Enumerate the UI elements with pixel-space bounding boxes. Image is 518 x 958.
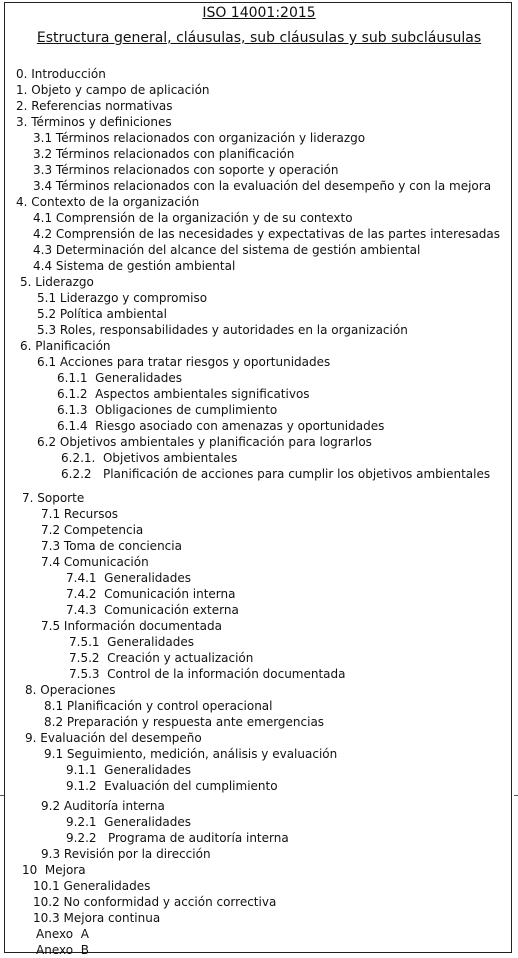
toc-line: Anexo A: [36, 927, 89, 941]
toc-line: 7.5.2 Creación y actualización: [69, 651, 254, 665]
toc-line: 7.4.2 Comunicación interna: [66, 587, 236, 601]
toc-line: 4. Contexto de la organización: [16, 195, 200, 209]
toc-line: 6.1.3 Obligaciones de cumplimiento: [57, 403, 278, 417]
toc-line: 6.1.4 Riesgo asociado con amenazas y oportunidades: [57, 419, 385, 433]
toc-line: 9.1 Seguimiento, medición, análisis y evaluación: [44, 747, 338, 761]
document-title: ISO 14001:2015: [202, 5, 316, 21]
toc-line: 7.4.3 Comunicación externa: [66, 603, 239, 617]
toc-line: 3.1 Términos relacionados con organización y liderazgo: [33, 131, 366, 145]
document-subtitle: Estructura general, cláusulas, sub cláusulas y sub subcláusulas: [36, 30, 482, 46]
toc-line: 2. Referencias normativas: [16, 99, 173, 113]
toc-line: 0. Introducción: [16, 67, 106, 81]
toc-line: 3.2 Términos relacionados con planificación: [33, 147, 295, 161]
toc-line: 6.2.1. Objetivos ambientales: [61, 451, 238, 465]
page-edge-mark-right: [514, 795, 518, 796]
toc-line: 5.3 Roles, responsabilidades y autoridades en la organización: [37, 323, 408, 337]
toc-line: 4.3 Determinación del alcance del sistema de gestión ambiental: [33, 243, 421, 257]
toc-line: 8.1 Planificación y control operacional: [44, 699, 273, 713]
toc-line: 10.1 Generalidades: [33, 879, 151, 893]
toc-line: 8.2 Preparación y respuesta ante emergencias: [44, 715, 325, 729]
toc-line: 7.5 Información documentada: [41, 619, 222, 633]
toc-line: 6. Planificación: [20, 339, 111, 353]
toc-line: 6.2.2 Planificación de acciones para cumplir los objetivos ambientales: [61, 467, 491, 481]
toc-line: 7.4 Comunicación: [41, 555, 149, 569]
toc-line: 4.2 Comprensión de las necesidades y expectativas de las partes interesadas: [33, 227, 501, 241]
toc-line: 9.2.2 Programa de auditoría interna: [66, 831, 289, 845]
toc-line: 7.3 Toma de conciencia: [41, 539, 182, 553]
toc-line: 7.5.1 Generalidades: [69, 635, 195, 649]
toc-line: 9. Evaluación del desempeño: [25, 731, 202, 745]
toc-line: 6.1 Acciones para tratar riesgos y oportunidades: [37, 355, 331, 369]
toc-line: 9.1.2 Evaluación del cumplimiento: [66, 779, 278, 793]
toc-line: 5. Liderazgo: [20, 275, 94, 289]
toc-line: 3.4 Términos relacionados con la evaluación del desempeño y con la mejora: [33, 179, 492, 193]
toc-line: 4.4 Sistema de gestión ambiental: [33, 259, 236, 273]
toc-line: 6.2 Objetivos ambientales y planificación para lograrlos: [37, 435, 372, 449]
toc-line: 6.1.1 Generalidades: [57, 371, 183, 385]
page-edge-mark-left: [0, 795, 4, 796]
toc-line: 7.4.1 Generalidades: [66, 571, 192, 585]
toc-line: 5.2 Política ambiental: [37, 307, 167, 321]
toc-line: 9.2.1 Generalidades: [66, 815, 192, 829]
toc-line: 7.5.3 Control de la información documentada: [69, 667, 346, 681]
toc-line: 9.2 Auditoría interna: [41, 799, 165, 813]
toc-line: 5.1 Liderazgo y compromiso: [37, 291, 208, 305]
toc-line: 9.1.1 Generalidades: [66, 763, 192, 777]
toc-line: Anexo B: [36, 943, 89, 957]
toc-line: 4.1 Comprensión de la organización y de su contexto: [33, 211, 353, 225]
toc-line: 8. Operaciones: [25, 683, 116, 697]
toc-line: 7.1 Recursos: [41, 507, 119, 521]
toc-line: 10.2 No conformidad y acción correctiva: [33, 895, 277, 909]
toc-line: 7.2 Competencia: [41, 523, 144, 537]
toc-line: 10 Mejora: [22, 863, 86, 877]
toc-line: 3.3 Términos relacionados con soporte y operación: [33, 163, 339, 177]
toc-line: 1. Objeto y campo de aplicación: [16, 83, 210, 97]
toc-line: 9.3 Revisión por la dirección: [41, 847, 211, 861]
toc-line: 10.3 Mejora continua: [33, 911, 161, 925]
toc-line: 7. Soporte: [22, 491, 85, 505]
toc-line: 6.1.2 Aspectos ambientales significativos: [57, 387, 310, 401]
toc-line: 3. Términos y definiciones: [16, 115, 172, 129]
